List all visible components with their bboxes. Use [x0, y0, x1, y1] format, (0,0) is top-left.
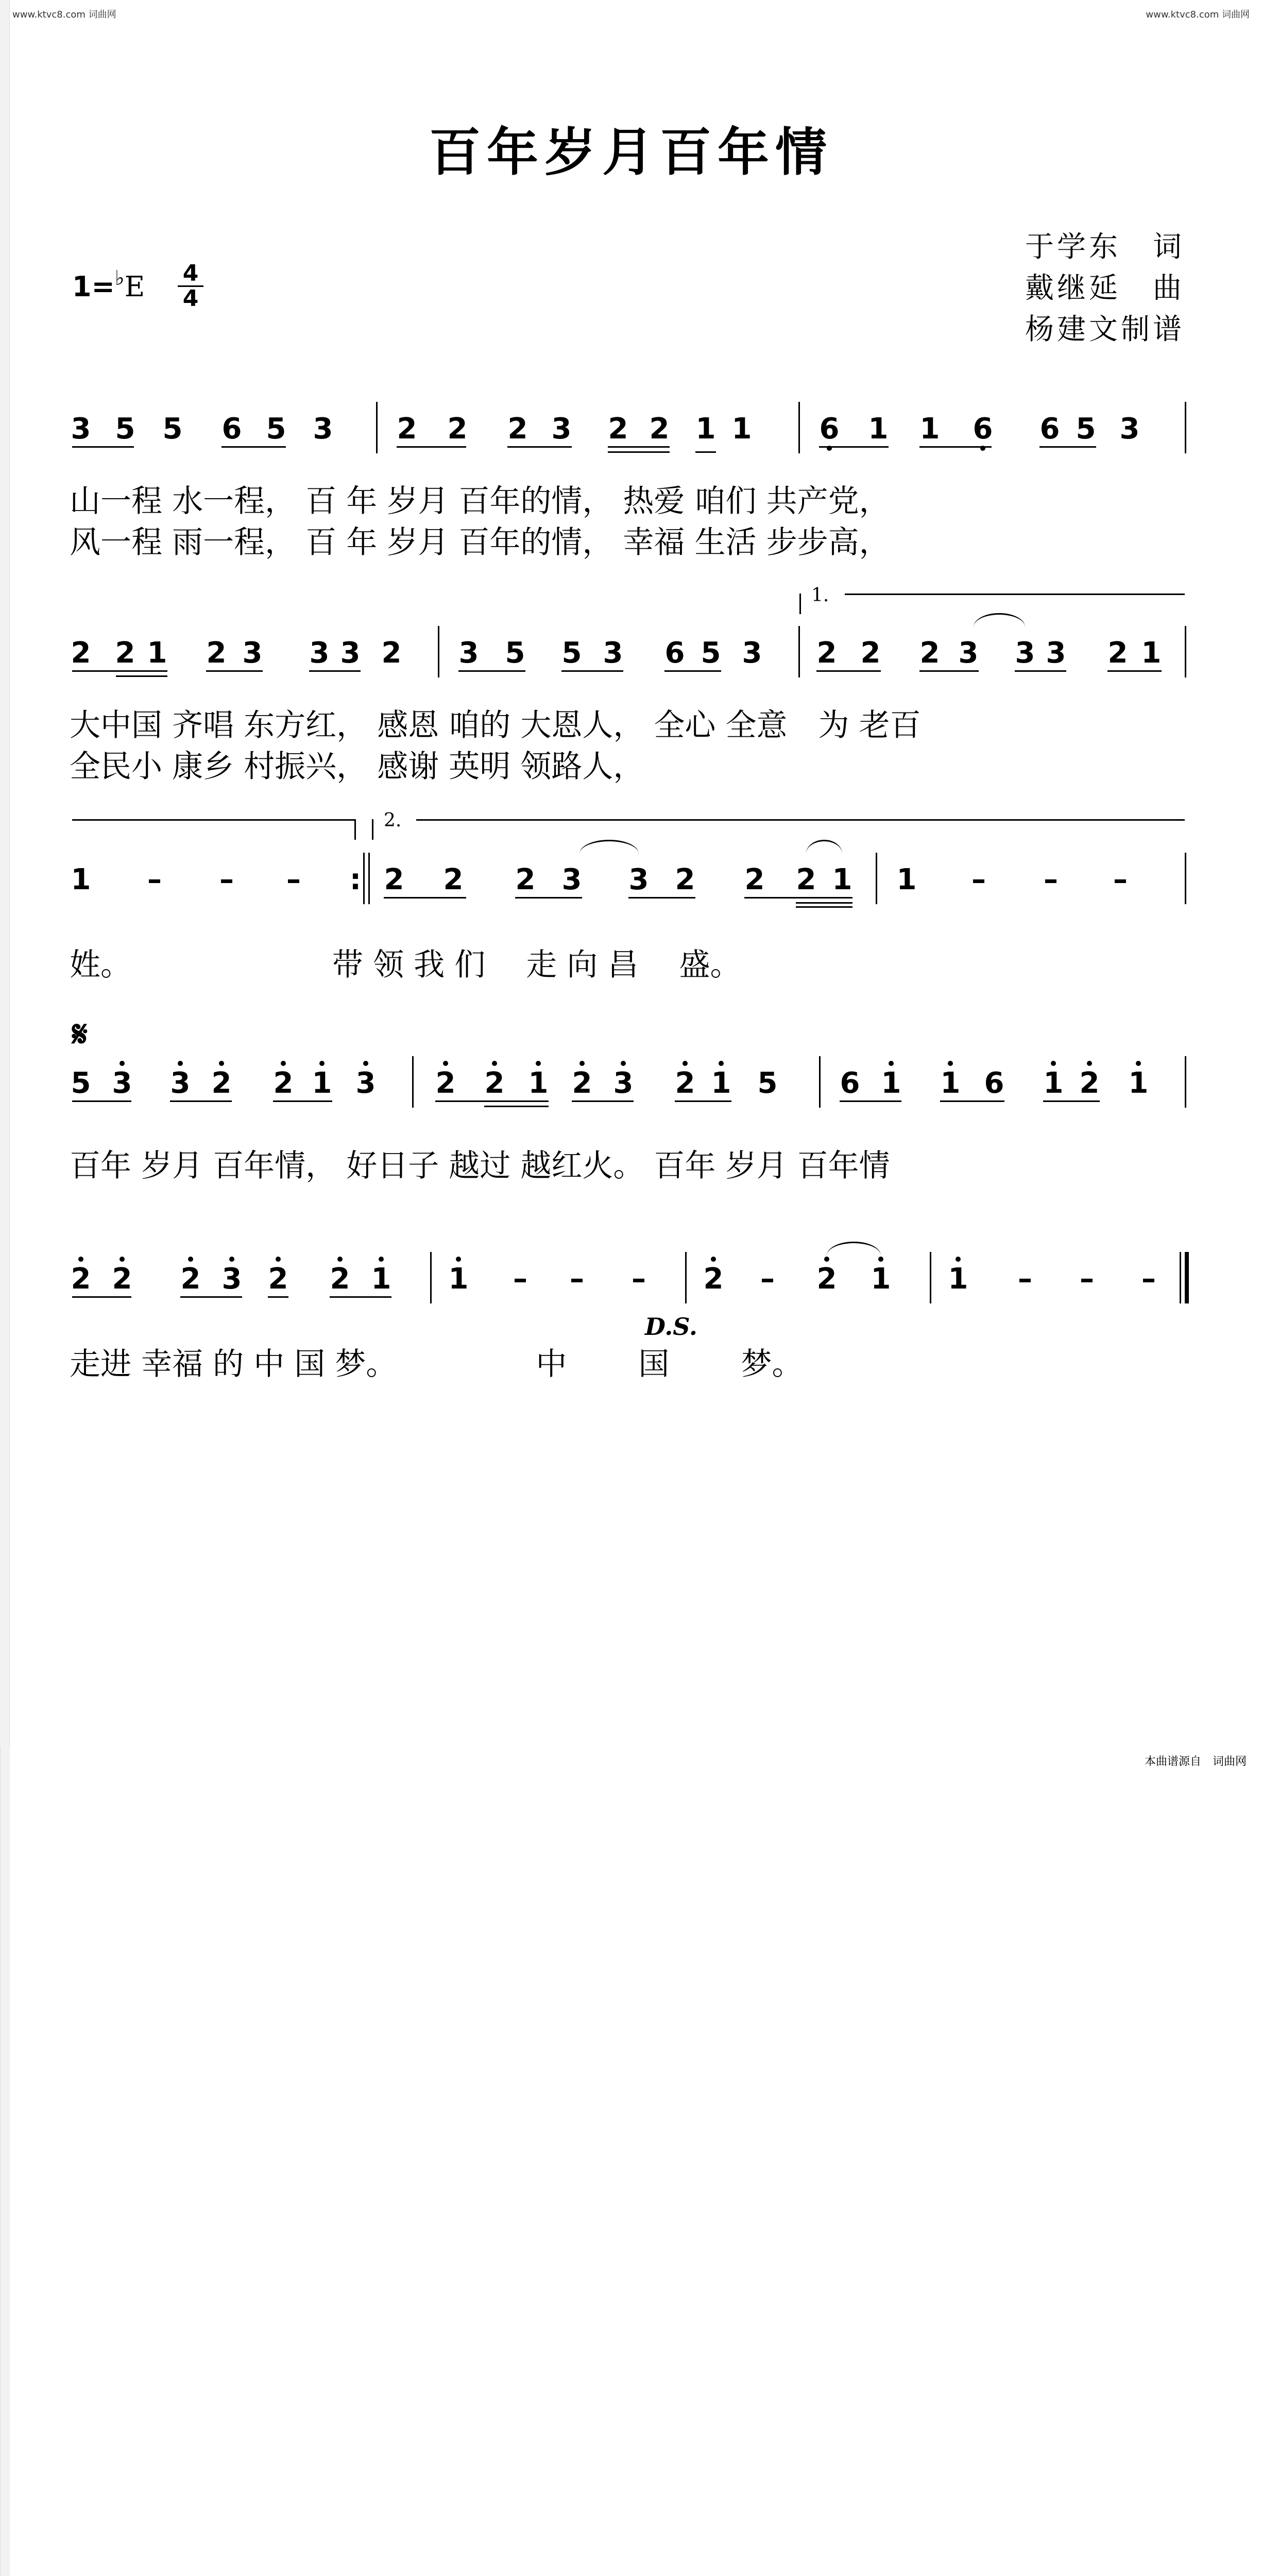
note: 2: [608, 412, 628, 446]
note: 5: [701, 636, 721, 670]
note: 3: [112, 1066, 132, 1100]
lyric-line: 大中国 齐唱 东方红， 感恩 咱的 大恩人， 全心 全意 为 老百: [70, 707, 921, 743]
dot-above: [443, 1061, 448, 1066]
final-bar-thick: [1185, 1252, 1189, 1303]
note: 1: [695, 412, 716, 446]
time-top: 4: [178, 262, 203, 287]
ds-marking: D.S.: [645, 1313, 697, 1341]
underline: [664, 670, 721, 672]
dot-above: [824, 1257, 829, 1262]
note: 1: [1128, 1066, 1149, 1100]
note: 5: [115, 412, 135, 446]
note: 3: [1015, 636, 1035, 670]
underline: [940, 1100, 1004, 1102]
tie-arc: [579, 840, 639, 854]
lyric-line: 走进 幸福 的 中 国 梦。 中 国 梦。: [70, 1346, 803, 1382]
dash-note: –: [1080, 1262, 1094, 1296]
note: 1: [711, 1066, 731, 1100]
dot-above: [188, 1257, 193, 1262]
note: 2: [435, 1066, 456, 1100]
dot-above: [1051, 1061, 1056, 1066]
note: 2: [273, 1066, 294, 1100]
underline: [919, 446, 992, 448]
barline: [1185, 1056, 1186, 1108]
dot-above: [456, 1257, 461, 1262]
note: 3: [628, 863, 649, 896]
note: 3: [958, 636, 979, 670]
underline: [816, 670, 881, 672]
barline: [876, 853, 877, 904]
note: 2: [206, 636, 227, 670]
note: 3: [242, 636, 263, 670]
arranger-credit: 杨建文制谱: [1025, 313, 1185, 346]
note: 2: [860, 636, 881, 670]
tie-arc: [827, 1242, 881, 1256]
dot-above: [78, 1257, 83, 1262]
note: 3: [1119, 412, 1140, 446]
underline: [507, 446, 572, 448]
volta-label: 2.: [384, 810, 402, 831]
dot-above: [1136, 1061, 1141, 1066]
note: 3: [551, 412, 572, 446]
dot-above: [683, 1061, 688, 1066]
note: 2: [211, 1066, 232, 1100]
note: 2: [443, 863, 464, 896]
underline: [919, 670, 979, 672]
volta-hook: [799, 594, 801, 614]
dot-above: [711, 1257, 716, 1262]
right-border: [0, 1747, 10, 2576]
footer-credit: 本曲谱源自 词曲网: [1144, 1755, 1247, 1768]
lyric-line: 风一程 雨一程， 百 年 岁月 百年的情， 幸福 生活 步步高，: [70, 524, 890, 561]
left-border: [0, 0, 10, 1747]
lyric-line: 山一程 水一程， 百 年 岁月 百年的情， 热爱 咱们 共产党，: [70, 483, 890, 519]
barline: [430, 1252, 432, 1303]
note: 1: [832, 863, 852, 896]
volta-hook: [372, 819, 373, 840]
repeat-bar-thick: [368, 853, 370, 904]
volta-line: [416, 819, 1185, 821]
underline: [72, 670, 167, 672]
underline: [72, 1296, 131, 1298]
repeat-colon: :: [349, 863, 362, 896]
note: 2: [796, 863, 816, 896]
note: 1: [919, 412, 940, 446]
underline: [608, 451, 670, 453]
underline: [116, 675, 167, 677]
note: 2: [180, 1262, 201, 1296]
note: 2: [649, 412, 670, 446]
dash-note: –: [1113, 863, 1128, 896]
note: 1: [528, 1066, 549, 1100]
note: 3: [458, 636, 479, 670]
underline: [206, 670, 263, 672]
dot-above: [120, 1061, 125, 1066]
note: 6: [984, 1066, 1004, 1100]
note: 1: [731, 412, 752, 446]
dot-above: [337, 1257, 343, 1262]
underline: [435, 1100, 549, 1102]
underline: [72, 1100, 131, 1102]
note: 3: [355, 1066, 376, 1100]
underline: [1043, 1100, 1100, 1102]
note: 2: [816, 1262, 837, 1296]
dash-note: –: [219, 863, 234, 896]
note: 5: [71, 1066, 91, 1100]
note: 2: [675, 1066, 695, 1100]
repeat-bar: [363, 853, 365, 904]
underline: [458, 670, 525, 672]
dash-note: –: [513, 1262, 527, 1296]
note: 1: [312, 1066, 332, 1100]
note: 1: [868, 412, 889, 446]
note: 2: [744, 863, 765, 896]
underline: [695, 451, 716, 453]
underline: [1039, 446, 1096, 448]
dot-above: [281, 1061, 286, 1066]
dot-above: [276, 1257, 281, 1262]
underline: [273, 1100, 332, 1102]
note: 2: [447, 412, 468, 446]
note: 3: [170, 1066, 191, 1100]
barline: [438, 626, 439, 677]
dot-above: [229, 1257, 234, 1262]
lyric-line: 姓。 带 领 我 们 走 向 昌 盛。: [70, 947, 741, 983]
underline: [309, 670, 361, 672]
volta-line: [845, 594, 1185, 595]
lyricist-credit: 于学东 词: [1025, 230, 1185, 264]
note: 1: [896, 863, 917, 896]
dot-above: [719, 1061, 724, 1066]
note: 6: [221, 412, 242, 446]
note: 6: [819, 412, 840, 446]
barline: [798, 402, 800, 453]
note: 2: [572, 1066, 592, 1100]
underline: [796, 902, 852, 904]
underline: [608, 446, 670, 448]
note: 2: [816, 636, 837, 670]
volta-label: 1.: [811, 585, 829, 606]
underline: [221, 446, 286, 448]
note: 1: [71, 863, 91, 896]
note: 1: [147, 636, 167, 670]
note: 2: [115, 636, 135, 670]
note: 2: [1079, 1066, 1100, 1100]
dot-above: [536, 1061, 541, 1066]
note: 6: [973, 412, 993, 446]
note: 6: [1039, 412, 1060, 446]
dot-above: [948, 1061, 953, 1066]
underline: [628, 897, 695, 899]
note: 1: [948, 1262, 968, 1296]
dot-above: [956, 1257, 961, 1262]
note: 2: [330, 1262, 350, 1296]
underline: [840, 1100, 901, 1102]
note: 1: [1141, 636, 1162, 670]
note: 2: [515, 863, 536, 896]
dash-note: –: [971, 863, 986, 896]
note: 2: [397, 412, 417, 446]
dot-above: [889, 1061, 894, 1066]
dash-note: –: [632, 1262, 646, 1296]
dot-above: [219, 1061, 224, 1066]
note: 2: [112, 1262, 132, 1296]
note: 5: [505, 636, 525, 670]
barline: [376, 402, 378, 453]
segno-sign: 𝄋: [72, 1012, 88, 1055]
note: 3: [561, 863, 582, 896]
note: 5: [757, 1066, 778, 1100]
lyric-line: 全民小 康乡 村振兴， 感谢 英明 领路人，: [70, 749, 644, 785]
dot-above: [579, 1061, 585, 1066]
note: 3: [1046, 636, 1066, 670]
page-title: 百年岁月百年情: [429, 122, 833, 182]
note: 2: [268, 1262, 288, 1296]
dot-above: [120, 1257, 125, 1262]
note: 3: [221, 1262, 242, 1296]
note: 1: [881, 1066, 901, 1100]
note: 2: [703, 1262, 724, 1296]
dash-note: –: [1018, 1262, 1032, 1296]
barline: [930, 1252, 931, 1303]
note: 2: [484, 1066, 505, 1100]
dot-above: [1087, 1061, 1092, 1066]
note: 2: [507, 412, 528, 446]
time-signature: [178, 262, 203, 311]
lyric-line: 百年 岁月 百年情， 好日子 越过 越红火。 百年 岁月 百年情: [70, 1148, 890, 1184]
barline: [412, 1056, 414, 1108]
tie-arc: [974, 613, 1025, 627]
key-signature: [72, 266, 145, 303]
dot-above: [621, 1061, 626, 1066]
barline: [1185, 402, 1186, 453]
underline: [796, 906, 852, 908]
underline: [330, 1296, 391, 1298]
note: 1: [371, 1262, 391, 1296]
note: 2: [71, 1262, 91, 1296]
note: 1: [448, 1262, 469, 1296]
note: 2: [71, 636, 91, 670]
note: 2: [381, 636, 402, 670]
final-bar: [1180, 1252, 1181, 1303]
note: 2: [384, 863, 404, 896]
barline: [1185, 626, 1186, 677]
volta-hook: [354, 819, 356, 840]
dot-above: [319, 1061, 325, 1066]
underline: [515, 897, 582, 899]
barline: [798, 626, 800, 677]
tie-arc: [806, 840, 842, 854]
barline: [685, 1252, 687, 1303]
underline: [819, 446, 889, 448]
note: 3: [71, 412, 91, 446]
underline: [675, 1100, 731, 1102]
note: 3: [309, 636, 330, 670]
note: 2: [1107, 636, 1128, 670]
underline: [1107, 670, 1162, 672]
underline: [561, 670, 623, 672]
note: 2: [675, 863, 695, 896]
key-note: E: [124, 270, 145, 303]
dash-note: –: [1141, 1262, 1156, 1296]
dash-note: –: [1044, 863, 1058, 896]
note: 3: [313, 412, 333, 446]
underline: [572, 1100, 634, 1102]
underline: [484, 1106, 549, 1107]
underline: [72, 446, 134, 448]
underline: [744, 897, 852, 899]
composer-credit: 戴继延 曲: [1025, 272, 1185, 305]
volta-line: [72, 819, 355, 821]
note: 1: [871, 1262, 891, 1296]
note: 2: [919, 636, 940, 670]
underline: [384, 897, 466, 899]
dot-above: [492, 1061, 497, 1066]
header-right: www.ktvc8.com 词曲网: [1146, 9, 1250, 20]
note: 3: [603, 636, 623, 670]
underline: [180, 1296, 242, 1298]
header-left: www.ktvc8.com 词曲网: [12, 9, 116, 20]
dash-note: –: [286, 863, 301, 896]
note: 6: [664, 636, 685, 670]
note: 5: [561, 636, 582, 670]
underline: [170, 1100, 232, 1102]
barline: [819, 1056, 821, 1108]
dot-above: [878, 1257, 883, 1262]
dash-note: –: [570, 1262, 584, 1296]
time-bottom: 4: [182, 285, 199, 312]
note: 3: [340, 636, 361, 670]
dash-note: –: [760, 1262, 775, 1296]
note: 5: [1076, 412, 1096, 446]
dot-above: [363, 1061, 368, 1066]
barline: [1185, 853, 1186, 904]
note: 5: [266, 412, 286, 446]
note: 1: [940, 1066, 961, 1100]
dot-above: [379, 1257, 384, 1262]
underline: [397, 446, 466, 448]
key-prefix: 1=: [72, 270, 115, 303]
underline: [268, 1296, 288, 1298]
note: 5: [162, 412, 183, 446]
dash-note: –: [147, 863, 162, 896]
note: 3: [613, 1066, 634, 1100]
note: 6: [840, 1066, 860, 1100]
note: 3: [742, 636, 762, 670]
flat-symbol: ♭: [114, 266, 125, 290]
note: 1: [1043, 1066, 1064, 1100]
underline: [1015, 670, 1066, 672]
dot-above: [178, 1061, 183, 1066]
